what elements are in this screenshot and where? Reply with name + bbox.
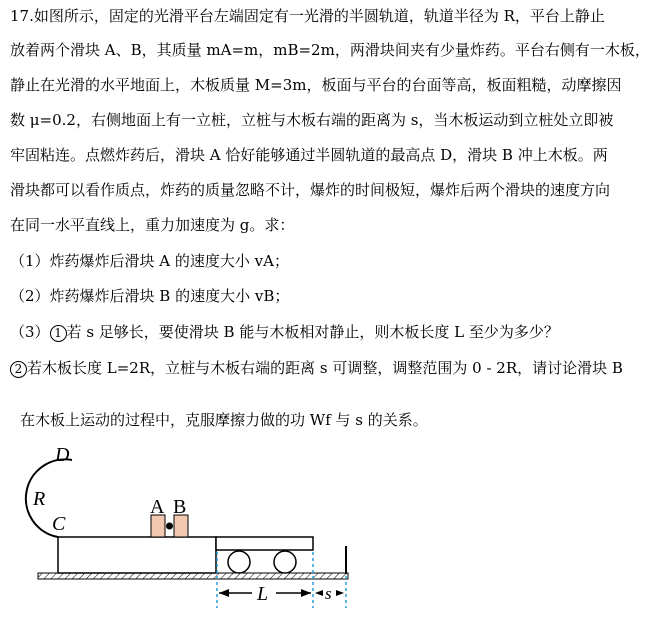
block-a bbox=[151, 515, 165, 537]
block-b bbox=[174, 515, 188, 537]
circled-number-1: 1 bbox=[50, 325, 67, 342]
board-wheel-left bbox=[228, 551, 250, 573]
label-c: C bbox=[52, 513, 66, 535]
question-3b: 2 若木板长度 L=2R，立桩与木板右端的距离 s 可调整，调整范围为 0 - 2R，请讨论滑块 B bbox=[10, 358, 623, 378]
problem-line-7: 在同一水平直线上，重力加速度为 g。求： bbox=[10, 216, 295, 234]
problem-number: 17. bbox=[10, 7, 34, 25]
label-s: s bbox=[325, 584, 332, 603]
explosive bbox=[166, 523, 173, 530]
label-l: L bbox=[257, 583, 269, 605]
problem-line-2: 放着两个滑块 A、B，其质量 mA=m，mB=2m，两滑块间夹有少量炸药。平台右侧有一木板， bbox=[10, 41, 650, 59]
question-3a: （3） 1 若 s 足够长，要使滑块 B 能与木板相对静止，则木板长度 L 至少为多少？ bbox=[10, 323, 559, 341]
label-a: A bbox=[150, 496, 165, 518]
board-wheel-right bbox=[274, 551, 296, 573]
label-r: R bbox=[33, 488, 46, 510]
question-2: （2）炸药爆炸后滑块 B 的速度大小 vB； bbox=[10, 287, 290, 305]
platform bbox=[58, 537, 216, 573]
problem-line-4: 数 μ=0.2，右侧地面上有一立桩，立桩与木板右端的距离为 s，当木板运动到立桩处立即被 bbox=[10, 111, 614, 129]
question-1: （1）炸药爆炸后滑块 A 的速度大小 vA； bbox=[10, 252, 289, 270]
problem-line-6: 滑块都可以看作质点，炸药的质量忽略不计，爆炸的时间极短，爆炸后两个滑块的速度方向 bbox=[10, 181, 611, 199]
problem-line-3: 静止在光滑的水平地面上，木板质量 M=3m，板面与平台的台面等高，板面粗糙，动摩擦因 bbox=[10, 76, 622, 94]
label-b: B bbox=[173, 496, 187, 518]
problem-line-1: 17.如图所示，固定的光滑平台左端固定有一光滑的半圆轨道，轨道半径为 R，平台上静止 bbox=[10, 7, 605, 25]
question-3c: 在木板上运动的过程中，克服摩擦力做的功 Wf 与 s 的关系。 bbox=[20, 411, 428, 429]
wooden-board bbox=[216, 537, 313, 550]
l-arrowhead-right bbox=[301, 589, 311, 597]
l-arrowhead-left bbox=[219, 589, 229, 597]
label-d: D bbox=[55, 444, 70, 466]
circled-number-2: 2 bbox=[10, 361, 27, 378]
ground-hatch bbox=[38, 573, 348, 579]
s-arrowhead-right bbox=[336, 590, 344, 596]
s-arrowhead-left bbox=[315, 590, 323, 596]
problem-line-5: 牢固粘连。点燃炸药后，滑块 A 恰好能够通过半圆轨道的最高点 D，滑块 B 冲上木板。两 bbox=[10, 146, 608, 164]
